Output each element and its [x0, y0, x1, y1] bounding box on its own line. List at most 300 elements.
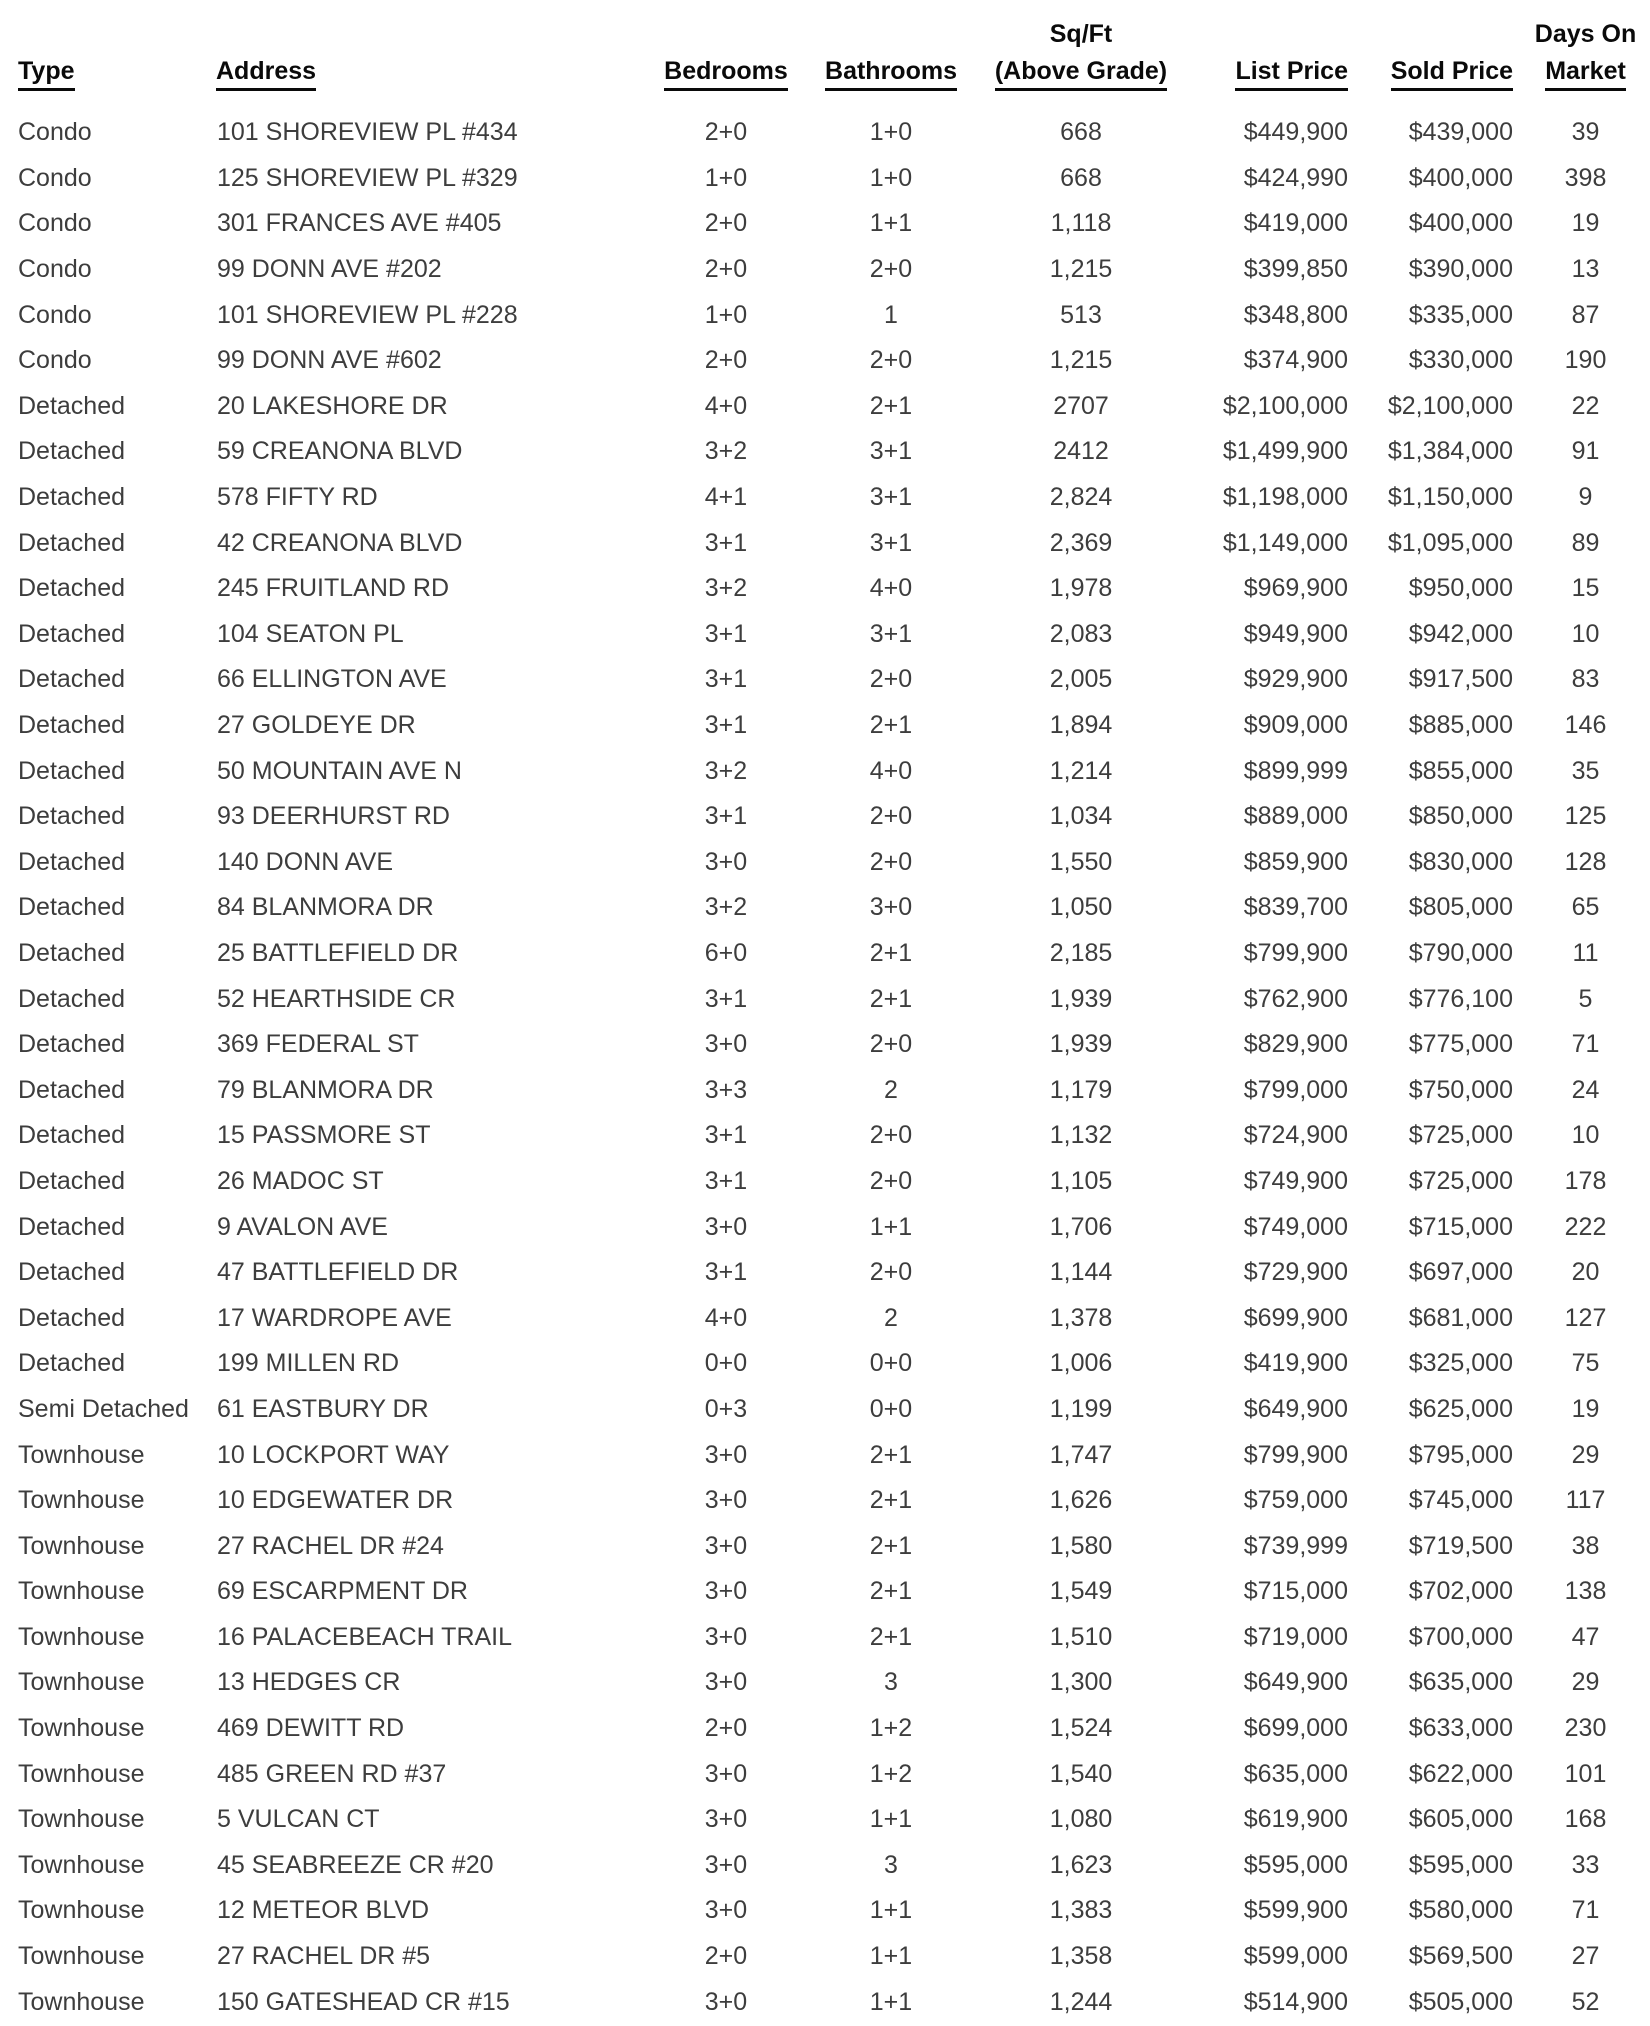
cell-type: Detached	[18, 391, 126, 420]
cell-bathrooms: 3+0	[869, 893, 913, 922]
cell-days_on_market: 91	[1571, 437, 1600, 466]
cell-list_price: $969,900	[1243, 574, 1348, 603]
cell-address: 17 WARDROPE AVE	[217, 1303, 452, 1332]
cell-list_price: $599,000	[1243, 1942, 1348, 1971]
table-row	[0, 429, 1650, 475]
table-row	[0, 1341, 1650, 1387]
cell-list_price: $759,000	[1243, 1486, 1348, 1515]
cell-bathrooms: 2+1	[869, 984, 913, 1013]
cell-days_on_market: 87	[1571, 300, 1600, 329]
table-row	[0, 1523, 1650, 1569]
cell-bedrooms: 3+0	[704, 1668, 748, 1697]
table-row	[0, 384, 1650, 430]
cell-type: Townhouse	[18, 1486, 145, 1515]
cell-list_price: $799,900	[1243, 1440, 1348, 1469]
table-row	[0, 1660, 1650, 1706]
cell-days_on_market: 22	[1571, 391, 1600, 420]
cell-address: 79 BLANMORA DR	[217, 1075, 434, 1104]
table-row	[0, 1888, 1650, 1934]
cell-type: Condo	[18, 346, 92, 375]
cell-bathrooms: 2+1	[869, 938, 913, 967]
cell-days_on_market: 33	[1571, 1850, 1600, 1879]
cell-sqft_above_grade: 1,747	[1049, 1440, 1113, 1469]
table-row	[0, 1979, 1650, 2025]
cell-address: 27 RACHEL DR #5	[217, 1942, 431, 1971]
cell-list_price: $649,900	[1243, 1668, 1348, 1697]
cell-sold_price: $750,000	[1408, 1075, 1513, 1104]
cell-bedrooms: 3+0	[704, 1622, 748, 1651]
table-row	[0, 1478, 1650, 1524]
col-header-bathrooms	[806, 0, 976, 110]
col-header-sqft-line1: Sq/Ft	[1049, 20, 1113, 48]
cell-type: Townhouse	[18, 1759, 145, 1788]
table-row	[0, 1934, 1650, 1980]
cell-sold_price: $725,000	[1408, 1166, 1513, 1195]
cell-bedrooms: 2+0	[704, 255, 748, 284]
cell-bedrooms: 3+0	[704, 1030, 748, 1059]
cell-bedrooms: 3+0	[704, 1212, 748, 1241]
table-row	[0, 703, 1650, 749]
cell-type: Townhouse	[18, 1850, 145, 1879]
cell-address: 125 SHOREVIEW PL #329	[217, 163, 518, 192]
cell-bathrooms: 1	[884, 300, 898, 329]
table-row	[0, 1706, 1650, 1752]
cell-sqft_above_grade: 1,214	[1049, 756, 1113, 785]
col-header-type	[0, 0, 216, 110]
cell-sold_price: $2,100,000	[1387, 391, 1513, 420]
cell-bedrooms: 3+0	[704, 1987, 748, 2016]
cell-bathrooms: 1+1	[869, 209, 913, 238]
cell-bedrooms: 3+0	[704, 1759, 748, 1788]
table-row	[0, 1250, 1650, 1296]
cell-list_price: $839,700	[1243, 893, 1348, 922]
cell-bathrooms: 2+1	[869, 1486, 913, 1515]
cell-address: 50 MOUNTAIN AVE N	[217, 756, 462, 785]
table-row	[0, 475, 1650, 521]
cell-bathrooms: 3+1	[869, 483, 913, 512]
cell-list_price: $1,499,900	[1222, 437, 1348, 466]
cell-sold_price: $950,000	[1408, 574, 1513, 603]
cell-sold_price: $681,000	[1408, 1303, 1513, 1332]
table-row	[0, 657, 1650, 703]
col-header-days-line1: Days On	[1534, 20, 1637, 48]
cell-list_price: $799,900	[1243, 938, 1348, 967]
cell-list_price: $929,900	[1243, 665, 1348, 694]
cell-sqft_above_grade: 1,939	[1049, 984, 1113, 1013]
cell-sold_price: $715,000	[1408, 1212, 1513, 1241]
table-row	[0, 1615, 1650, 1661]
cell-bedrooms: 1+0	[704, 163, 748, 192]
cell-days_on_market: 65	[1571, 893, 1600, 922]
cell-sold_price: $605,000	[1408, 1805, 1513, 1834]
col-header-sold-price	[1356, 0, 1521, 110]
cell-type: Detached	[18, 665, 126, 694]
cell-address: 469 DEWITT RD	[217, 1714, 405, 1743]
cell-days_on_market: 117	[1565, 1486, 1606, 1515]
cell-type: Condo	[18, 163, 92, 192]
cell-days_on_market: 15	[1571, 574, 1600, 603]
cell-type: Detached	[18, 847, 126, 876]
cell-type: Detached	[18, 1212, 126, 1241]
cell-type: Detached	[18, 1030, 126, 1059]
cell-type: Townhouse	[18, 1942, 145, 1971]
cell-bathrooms: 2+1	[869, 711, 913, 740]
cell-type: Detached	[18, 1166, 126, 1195]
cell-list_price: $1,149,000	[1222, 528, 1348, 557]
cell-bedrooms: 0+3	[704, 1394, 748, 1423]
cell-list_price: $749,000	[1243, 1212, 1348, 1241]
cell-days_on_market: 29	[1571, 1440, 1600, 1469]
cell-days_on_market: 52	[1571, 1987, 1600, 2016]
cell-type: Townhouse	[18, 1896, 145, 1925]
cell-list_price: $715,000	[1243, 1577, 1348, 1606]
cell-bedrooms: 3+1	[704, 711, 748, 740]
table-row	[0, 1067, 1650, 1113]
cell-address: 26 MADOC ST	[217, 1166, 384, 1195]
col-header-sqft-above-grade	[976, 0, 1186, 110]
cell-list_price: $724,900	[1243, 1121, 1348, 1150]
cell-address: 84 BLANMORA DR	[217, 893, 434, 922]
cell-type: Detached	[18, 1349, 126, 1378]
cell-type: Detached	[18, 1303, 126, 1332]
cell-address: 104 SEATON PL	[217, 619, 404, 648]
cell-days_on_market: 19	[1571, 209, 1600, 238]
table-row	[0, 247, 1650, 293]
cell-type: Detached	[18, 1121, 126, 1150]
cell-sqft_above_grade: 1,580	[1049, 1531, 1113, 1560]
cell-days_on_market: 38	[1571, 1531, 1600, 1560]
cell-address: 10 LOCKPORT WAY	[217, 1440, 450, 1469]
cell-days_on_market: 127	[1564, 1303, 1607, 1332]
cell-sqft_above_grade: 1,358	[1049, 1942, 1113, 1971]
cell-sold_price: $330,000	[1408, 346, 1513, 375]
cell-sold_price: $335,000	[1408, 300, 1513, 329]
cell-list_price: $514,900	[1243, 1987, 1348, 2016]
cell-sold_price: $505,000	[1408, 1987, 1513, 2016]
cell-type: Townhouse	[18, 1577, 145, 1606]
cell-bathrooms: 2+0	[869, 346, 913, 375]
cell-bathrooms: 1+2	[869, 1759, 913, 1788]
cell-list_price: $649,900	[1243, 1394, 1348, 1423]
cell-sold_price: $595,000	[1408, 1850, 1513, 1879]
cell-bathrooms: 1+1	[869, 1942, 913, 1971]
cell-address: 27 GOLDEYE DR	[217, 711, 416, 740]
cell-bedrooms: 4+1	[704, 483, 748, 512]
cell-list_price: $399,850	[1243, 255, 1348, 284]
cell-sold_price: $1,150,000	[1387, 483, 1513, 512]
cell-sold_price: $725,000	[1408, 1121, 1513, 1150]
cell-list_price: $419,900	[1243, 1349, 1348, 1378]
cell-list_price: $829,900	[1243, 1030, 1348, 1059]
table-row	[0, 885, 1650, 931]
cell-sqft_above_grade: 2,083	[1049, 619, 1113, 648]
cell-bedrooms: 3+1	[704, 1121, 748, 1150]
cell-sold_price: $942,000	[1408, 619, 1513, 648]
cell-days_on_market: 230	[1564, 1714, 1607, 1743]
cell-type: Condo	[18, 118, 92, 147]
cell-type: Detached	[18, 1258, 126, 1287]
col-header-list-price-label: List Price	[1235, 54, 1348, 91]
cell-bedrooms: 3+2	[704, 437, 748, 466]
cell-address: 16 PALACEBEACH TRAIL	[217, 1622, 513, 1651]
cell-sqft_above_grade: 2,185	[1049, 938, 1113, 967]
cell-days_on_market: 10	[1571, 1121, 1600, 1150]
cell-type: Semi Detached	[18, 1394, 189, 1423]
cell-list_price: $599,900	[1243, 1896, 1348, 1925]
cell-type: Condo	[18, 300, 92, 329]
cell-sqft_above_grade: 1,080	[1049, 1805, 1113, 1834]
table-body	[0, 110, 1650, 2025]
cell-sqft_above_grade: 1,215	[1049, 255, 1113, 284]
cell-sold_price: $635,000	[1408, 1668, 1513, 1697]
cell-list_price: $719,000	[1243, 1622, 1348, 1651]
cell-address: 369 FEDERAL ST	[217, 1030, 419, 1059]
cell-days_on_market: 24	[1571, 1075, 1600, 1104]
table-row	[0, 748, 1650, 794]
cell-bathrooms: 2+0	[869, 665, 913, 694]
cell-sqft_above_grade: 1,132	[1049, 1121, 1113, 1150]
cell-type: Detached	[18, 574, 126, 603]
cell-sqft_above_grade: 1,383	[1049, 1896, 1113, 1925]
cell-sqft_above_grade: 1,215	[1049, 346, 1113, 375]
cell-sold_price: $855,000	[1408, 756, 1513, 785]
cell-list_price: $619,900	[1243, 1805, 1348, 1834]
cell-address: 69 ESCARPMENT DR	[217, 1577, 468, 1606]
cell-sold_price: $790,000	[1408, 938, 1513, 967]
cell-sqft_above_grade: 1,706	[1049, 1212, 1113, 1241]
cell-days_on_market: 125	[1564, 802, 1607, 831]
col-header-address-label: Address	[216, 54, 316, 91]
cell-bedrooms: 6+0	[704, 938, 748, 967]
cell-sold_price: $400,000	[1408, 209, 1513, 238]
cell-days_on_market: 5	[1578, 984, 1593, 1013]
cell-bathrooms: 2	[884, 1075, 898, 1104]
cell-bathrooms: 1+1	[869, 1896, 913, 1925]
cell-bathrooms: 2+1	[869, 391, 913, 420]
table-header	[0, 0, 1650, 110]
cell-bedrooms: 3+1	[704, 619, 748, 648]
cell-days_on_market: 35	[1571, 756, 1600, 785]
cell-type: Detached	[18, 802, 126, 831]
cell-type: Townhouse	[18, 1668, 145, 1697]
cell-list_price: $348,800	[1243, 300, 1348, 329]
cell-sqft_above_grade: 2707	[1053, 391, 1109, 420]
cell-bathrooms: 1+2	[869, 1714, 913, 1743]
table-row	[0, 110, 1650, 156]
cell-sold_price: $1,384,000	[1387, 437, 1513, 466]
cell-address: 27 RACHEL DR #24	[217, 1531, 444, 1560]
cell-sold_price: $830,000	[1408, 847, 1513, 876]
cell-sold_price: $580,000	[1408, 1896, 1513, 1925]
col-header-days-on-market	[1521, 0, 1650, 110]
cell-sqft_above_grade: 668	[1060, 163, 1102, 192]
table-row	[0, 338, 1650, 384]
cell-type: Detached	[18, 984, 126, 1013]
cell-days_on_market: 83	[1571, 665, 1600, 694]
cell-bathrooms: 2+1	[869, 1440, 913, 1469]
cell-list_price: $419,000	[1243, 209, 1348, 238]
cell-bedrooms: 3+0	[704, 1577, 748, 1606]
cell-bathrooms: 1+0	[869, 118, 913, 147]
cell-list_price: $595,000	[1243, 1850, 1348, 1879]
cell-bedrooms: 3+0	[704, 1805, 748, 1834]
cell-address: 20 LAKESHORE DR	[217, 391, 448, 420]
cell-type: Detached	[18, 437, 126, 466]
cell-type: Townhouse	[18, 1714, 145, 1743]
cell-sold_price: $390,000	[1408, 255, 1513, 284]
cell-list_price: $899,999	[1243, 756, 1348, 785]
cell-bedrooms: 3+0	[704, 1486, 748, 1515]
cell-bathrooms: 2+0	[869, 802, 913, 831]
cell-days_on_market: 39	[1571, 118, 1600, 147]
cell-sqft_above_grade: 1,244	[1049, 1987, 1113, 2016]
cell-list_price: $2,100,000	[1222, 391, 1348, 420]
table-row	[0, 566, 1650, 612]
table-row	[0, 1204, 1650, 1250]
cell-days_on_market: 20	[1571, 1258, 1600, 1287]
cell-sqft_above_grade: 1,894	[1049, 711, 1113, 740]
cell-days_on_market: 128	[1564, 847, 1607, 876]
cell-bathrooms: 1+0	[869, 163, 913, 192]
cell-days_on_market: 138	[1564, 1577, 1607, 1606]
cell-bedrooms: 0+0	[704, 1349, 748, 1378]
cell-sqft_above_grade: 1,978	[1049, 574, 1113, 603]
cell-bedrooms: 2+0	[704, 346, 748, 375]
cell-bathrooms: 2	[884, 1303, 898, 1332]
cell-address: 101 SHOREVIEW PL #228	[217, 300, 518, 329]
cell-days_on_market: 9	[1578, 483, 1593, 512]
cell-list_price: $699,900	[1243, 1303, 1348, 1332]
cell-bedrooms: 3+0	[704, 1896, 748, 1925]
cell-sqft_above_grade: 1,540	[1049, 1759, 1113, 1788]
cell-sqft_above_grade: 1,199	[1049, 1394, 1113, 1423]
cell-bedrooms: 3+2	[704, 756, 748, 785]
cell-type: Condo	[18, 209, 92, 238]
cell-list_price: $1,198,000	[1222, 483, 1348, 512]
cell-sqft_above_grade: 1,144	[1049, 1258, 1113, 1287]
cell-sqft_above_grade: 1,006	[1049, 1349, 1113, 1378]
cell-bedrooms: 3+1	[704, 984, 748, 1013]
cell-days_on_market: 398	[1564, 163, 1607, 192]
cell-bathrooms: 2+1	[869, 1577, 913, 1606]
cell-bedrooms: 3+1	[704, 802, 748, 831]
cell-sold_price: $917,500	[1408, 665, 1513, 694]
cell-bedrooms: 3+0	[704, 1440, 748, 1469]
table-row	[0, 520, 1650, 566]
table-row	[0, 292, 1650, 338]
cell-list_price: $859,900	[1243, 847, 1348, 876]
cell-address: 301 FRANCES AVE #405	[217, 209, 502, 238]
cell-sqft_above_grade: 1,623	[1049, 1850, 1113, 1879]
cell-list_price: $949,900	[1243, 619, 1348, 648]
cell-bathrooms: 1+1	[869, 1987, 913, 2016]
cell-sqft_above_grade: 1,118	[1050, 209, 1112, 238]
cell-sold_price: $633,000	[1408, 1714, 1513, 1743]
cell-type: Detached	[18, 893, 126, 922]
table-row	[0, 976, 1650, 1022]
table-row	[0, 612, 1650, 658]
cell-sold_price: $625,000	[1408, 1394, 1513, 1423]
cell-days_on_market: 47	[1571, 1622, 1600, 1651]
cell-bedrooms: 3+0	[704, 847, 748, 876]
cell-list_price: $909,000	[1243, 711, 1348, 740]
cell-list_price: $729,900	[1243, 1258, 1348, 1287]
cell-type: Townhouse	[18, 1622, 145, 1651]
cell-bedrooms: 3+2	[704, 893, 748, 922]
cell-bathrooms: 2+1	[869, 1622, 913, 1651]
cell-bathrooms: 3+1	[869, 528, 913, 557]
cell-days_on_market: 10	[1571, 619, 1600, 648]
cell-address: 101 SHOREVIEW PL #434	[217, 118, 518, 147]
cell-list_price: $739,999	[1243, 1531, 1348, 1560]
table-row	[0, 1432, 1650, 1478]
cell-bedrooms: 3+2	[704, 574, 748, 603]
cell-bedrooms: 2+0	[704, 1942, 748, 1971]
cell-type: Detached	[18, 711, 126, 740]
col-header-days-line2: Market	[1545, 54, 1626, 91]
cell-bedrooms: 4+0	[704, 391, 748, 420]
cell-type: Detached	[18, 1075, 126, 1104]
cell-sqft_above_grade: 2,369	[1049, 528, 1113, 557]
cell-sqft_above_grade: 2,005	[1049, 665, 1113, 694]
cell-address: 13 HEDGES CR	[217, 1668, 401, 1697]
cell-list_price: $889,000	[1243, 802, 1348, 831]
cell-address: 12 METEOR BLVD	[217, 1896, 430, 1925]
header-row	[0, 0, 1650, 110]
cell-type: Townhouse	[18, 1987, 145, 2016]
cell-days_on_market: 71	[1571, 1030, 1600, 1059]
cell-days_on_market: 71	[1571, 1896, 1600, 1925]
cell-days_on_market: 168	[1564, 1805, 1607, 1834]
cell-type: Detached	[18, 938, 126, 967]
cell-address: 485 GREEN RD #37	[217, 1759, 447, 1788]
cell-list_price: $762,900	[1243, 984, 1348, 1013]
col-header-list-price	[1186, 0, 1356, 110]
cell-sqft_above_grade: 2412	[1053, 437, 1109, 466]
cell-address: 52 HEARTHSIDE CR	[217, 984, 456, 1013]
cell-sqft_above_grade: 1,510	[1049, 1622, 1113, 1651]
cell-list_price: $424,990	[1243, 163, 1348, 192]
table-row	[0, 931, 1650, 977]
cell-type: Detached	[18, 528, 126, 557]
cell-address: 93 DEERHURST RD	[217, 802, 450, 831]
cell-bathrooms: 2+0	[869, 1030, 913, 1059]
cell-sqft_above_grade: 668	[1060, 118, 1102, 147]
cell-bedrooms: 3+1	[704, 665, 748, 694]
cell-address: 66 ELLINGTON AVE	[217, 665, 447, 694]
cell-sold_price: $700,000	[1408, 1622, 1513, 1651]
cell-sqft_above_grade: 1,105	[1049, 1166, 1113, 1195]
cell-sold_price: $569,500	[1408, 1942, 1513, 1971]
cell-address: 10 EDGEWATER DR	[217, 1486, 454, 1515]
table-row	[0, 794, 1650, 840]
cell-address: 15 PASSMORE ST	[217, 1121, 431, 1150]
cell-sold_price: $697,000	[1408, 1258, 1513, 1287]
cell-bedrooms: 3+0	[704, 1531, 748, 1560]
table-row	[0, 1843, 1650, 1889]
cell-days_on_market: 89	[1571, 528, 1600, 557]
cell-bathrooms: 4+0	[869, 756, 913, 785]
table-row	[0, 1159, 1650, 1205]
cell-address: 99 DONN AVE #602	[217, 346, 442, 375]
cell-days_on_market: 75	[1571, 1349, 1600, 1378]
table-row	[0, 1569, 1650, 1615]
cell-address: 25 BATTLEFIELD DR	[217, 938, 459, 967]
cell-sold_price: $622,000	[1408, 1759, 1513, 1788]
cell-address: 245 FRUITLAND RD	[217, 574, 449, 603]
cell-bedrooms: 3+1	[704, 1258, 748, 1287]
cell-sold_price: $702,000	[1408, 1577, 1513, 1606]
